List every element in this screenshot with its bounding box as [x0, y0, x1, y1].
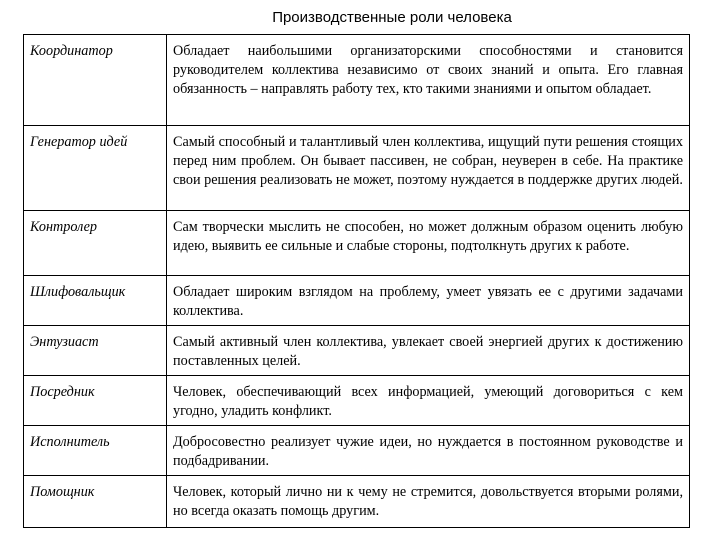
role-description: Сам творчески мыслить не способен, но может должным образом оценить любую идею, выявить ее сильные и слабые стороны, подтолкнуть других к работе.	[167, 211, 690, 276]
table-row	[24, 126, 690, 211]
table-row	[24, 35, 690, 126]
role-name: Исполнитель	[24, 426, 167, 476]
table-row	[24, 376, 690, 426]
role-name: Шлифовальщик	[24, 276, 167, 326]
table-row	[24, 476, 690, 528]
role-description: Самый активный член коллектива, увлекает своей энергией других к достижению поставленных целей.	[167, 326, 690, 376]
table-row	[24, 276, 690, 326]
role-description: Самый способный и талантливый член коллектива, ищущий пути решения стоящих перед ним проблем. Он бывает пассивен, не собран, неуверен в себе. На практике свои решения реализовать не может, поэтому нуждается в поддержке других людей.	[167, 126, 690, 211]
table-row	[24, 211, 690, 276]
table-row	[24, 326, 690, 376]
role-description: Обладает наибольшими организаторскими способностями и становится руководителем коллектива независимо от своих знаний и опыта. Его главная обязанность – направлять работу тех, кто такими знаниями и опытом обладает.	[167, 35, 690, 126]
role-description: Человек, который лично ни к чему не стремится, довольствуется вторыми ролями, но всегда оказать помощь другим.	[167, 476, 690, 528]
page-title: Производственные роли человека	[272, 9, 512, 26]
role-description: Добросовестно реализует чужие идеи, но нуждается в постоянном руководстве и подбадривании.	[167, 426, 690, 476]
table-row	[24, 426, 690, 476]
role-description: Человек, обеспечивающий всех информацией, умеющий договориться с кем угодно, уладить конфликт.	[167, 376, 690, 426]
role-description: Обладает широким взглядом на проблему, умеет увязать ее с другими задачами коллектива.	[167, 276, 690, 326]
role-name: Посредник	[24, 376, 167, 426]
role-name: Генератор идей	[24, 126, 167, 211]
role-name: Контролер	[24, 211, 167, 276]
role-name: Энтузиаст	[24, 326, 167, 376]
role-name: Помощник	[24, 476, 167, 528]
roles-table	[23, 34, 690, 528]
role-name: Координатор	[24, 35, 167, 126]
